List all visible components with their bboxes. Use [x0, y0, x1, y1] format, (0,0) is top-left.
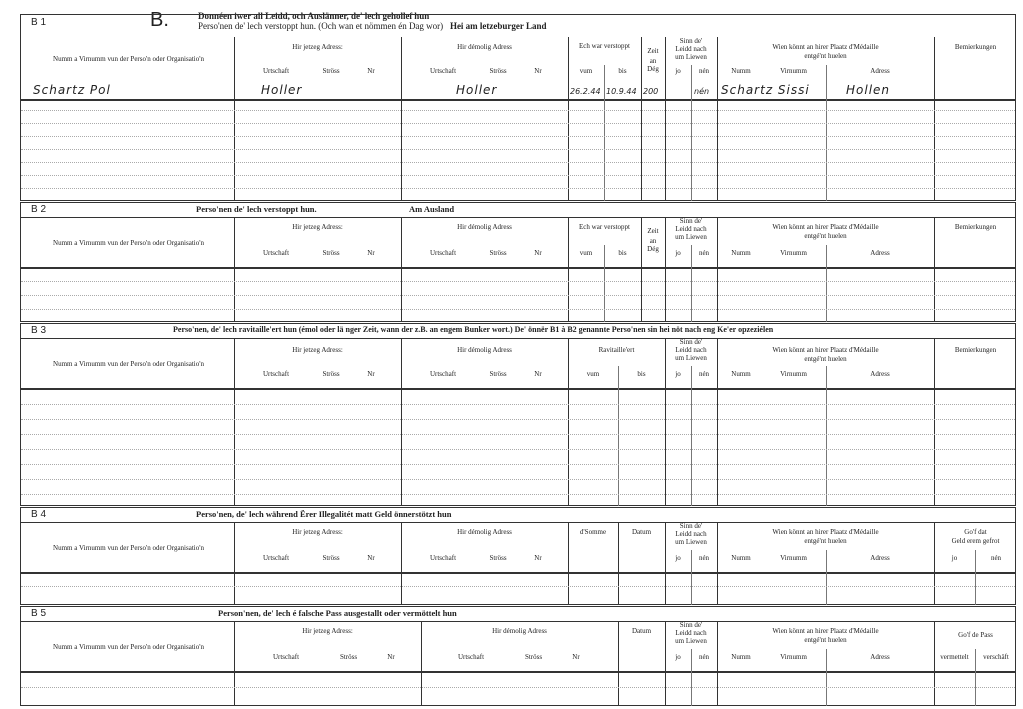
grid-line — [21, 508, 1015, 523]
nen-label: nén — [698, 67, 710, 75]
remarks-header: Bemierkungen — [954, 346, 997, 354]
grid-line — [568, 217, 569, 322]
stross-label: Ströss — [489, 370, 507, 378]
stross-label: Ströss — [339, 653, 358, 661]
jo-label: jo — [675, 67, 681, 75]
jo-label: jo — [675, 249, 681, 257]
grid-line — [21, 123, 1015, 124]
name-column-header: Numm a Virnumm vun der Perso'n oder Organisatio'n — [53, 643, 204, 651]
grid-line — [21, 419, 1015, 420]
ortschaft-label: Urtschaft — [262, 249, 290, 257]
section-b3 — [20, 323, 1016, 506]
grid-line — [21, 136, 1015, 137]
money-returned-header: Go'f dat — [964, 528, 987, 536]
section-code: B 5 — [31, 608, 47, 619]
form-heading: Donnéen iwer all Leidd, och Auslänner, de' lech geholleſ hun — [198, 11, 430, 21]
entry-current-address: Holler — [261, 83, 303, 97]
medal-name-label: Numm — [731, 370, 751, 378]
hidden-header: Ech war verstoppt — [579, 223, 630, 231]
ortschaft-label: Urtschaft — [429, 67, 457, 75]
from-label: vum — [579, 249, 593, 257]
grid-line — [21, 404, 1015, 405]
grid-line — [934, 37, 935, 201]
grid-line — [234, 338, 235, 506]
grid-line — [618, 366, 619, 506]
zeit-label: Zeit — [647, 227, 659, 235]
nr-label: Nr — [367, 67, 375, 75]
grid-line — [21, 586, 1015, 587]
an-label: an — [649, 237, 657, 245]
deg-label: Dég — [647, 65, 659, 73]
former-address-header: Hir démolig Adress — [457, 223, 512, 231]
medal-address-label: Adress — [870, 370, 890, 378]
date-header: Datum — [631, 627, 652, 635]
zeit-label: Zeit — [647, 47, 659, 55]
grid-line — [21, 479, 1015, 480]
from-label: vum — [579, 67, 593, 75]
obtained-label: verschäft — [983, 653, 1009, 661]
pass-header: Go'f de Pass — [958, 631, 993, 639]
grid-line — [401, 37, 402, 201]
current-address-header: Hir jetzeg Adress: — [292, 528, 343, 536]
sinn-label: Sinn de' — [679, 338, 703, 346]
ortschaft-label: Urtschaft — [262, 554, 290, 562]
grid-line — [234, 217, 235, 322]
nr-label: Nr — [572, 653, 580, 661]
section-title: Perso'nen, de' lech während Ërer Illegalitét matt Geld önnerstötzt hun — [196, 509, 452, 519]
section-b5 — [20, 606, 1016, 706]
grid-line — [665, 338, 666, 506]
from-label: vum — [586, 370, 600, 378]
section-title-location: Am Ausland — [409, 204, 455, 214]
section-b1 — [20, 14, 1016, 201]
ortschaft-label: Urtschaft — [457, 653, 485, 661]
section-b2 — [20, 202, 1016, 322]
nr-label: Nr — [367, 370, 375, 378]
medal-address-label: Adress — [870, 249, 890, 257]
sinn-label: Sinn de' — [679, 621, 703, 629]
grid-line — [21, 494, 1015, 495]
grid-line — [604, 65, 605, 201]
medal-header: Wien könnt an hirer Plaatz d'Médaille — [772, 43, 879, 51]
current-address-header: Hir jetzeg Adress: — [302, 627, 353, 635]
grid-line — [691, 65, 692, 201]
nr-label: Nr — [534, 370, 542, 378]
subheading-text: Perso'nen de' lech verstoppt hun. (Och wan et nömmen én Dag wor) — [198, 21, 444, 31]
grid-line — [717, 338, 718, 506]
medal-name-label: Numm — [731, 249, 751, 257]
sinn-label: Sinn de' — [679, 522, 703, 530]
leidd-label: Leidd nach — [675, 530, 707, 538]
grid-line — [717, 37, 718, 201]
current-address-header: Hir jetzeg Adress: — [292, 346, 343, 354]
entry-nen: nén — [694, 87, 710, 96]
sum-header: d'Somme — [579, 528, 607, 536]
medal-name-label: Numm — [731, 67, 751, 75]
sinn-label: Sinn de' — [679, 217, 703, 225]
entry-medal-address: Hollen — [846, 83, 891, 97]
medal-subheader: entgé'nt huelen — [804, 355, 847, 363]
nr-label: Nr — [367, 554, 375, 562]
former-address-header: Hir démolig Adress — [457, 346, 512, 354]
grid-line — [21, 162, 1015, 163]
entry-name: Schartz Pol — [33, 83, 111, 97]
arranged-label: vermettelt — [940, 653, 969, 661]
nr-label: Nr — [367, 249, 375, 257]
leidd-label: Leidd nach — [675, 629, 707, 637]
stross-label: Ströss — [322, 370, 340, 378]
medal-address-label: Adress — [870, 554, 890, 562]
nen-label: nén — [698, 653, 710, 661]
grid-line — [21, 188, 1015, 189]
section-title: Perso'nen de' lech verstoppt hun. — [196, 204, 317, 214]
liewen-label: um Liewen — [675, 354, 707, 362]
leidd-label: Leidd nach — [675, 225, 707, 233]
remarks-header: Bemierkungen — [954, 43, 997, 51]
medal-header: Wien könnt an hirer Plaatz d'Médaille — [772, 223, 879, 231]
name-column-header: Numm a Virnumm vun der Perso'n oder Organisatio'n — [53, 55, 204, 63]
medal-header: Wien könnt an hirer Plaatz d'Médaille — [772, 528, 879, 536]
ortschaft-label: Urtschaft — [272, 653, 300, 661]
leidd-label: Leidd nach — [675, 45, 707, 53]
grid-line — [401, 217, 402, 322]
entry-from-date: 26.2.44 — [570, 87, 601, 96]
jo-label: jo — [675, 554, 681, 562]
former-address-header: Hir démolig Adress — [457, 528, 512, 536]
section-code: B 1 — [31, 17, 47, 28]
grid-line — [568, 338, 569, 506]
section-title: Perso'nen, de' lech ravitaille'ert hun (émol oder lä nger Zeit, wann der z.B. an engem Bunker wort.) De' önnër B1 à B2 genannte Perso'nen sin hei nöt nach eng Ke'er opzeziélen — [173, 325, 774, 334]
jo-label: jo — [951, 554, 958, 562]
stross-label: Ströss — [322, 67, 340, 75]
liewen-label: um Liewen — [675, 637, 707, 645]
hidden-header: Ech war verstoppt — [579, 42, 630, 50]
stross-label: Ströss — [322, 249, 340, 257]
medal-header: Wien könnt an hirer Plaatz d'Médaille — [772, 627, 879, 635]
medal-firstname-label: Virnumm — [780, 554, 807, 562]
current-address-header: Hir jetzeg Adress: — [292, 43, 343, 51]
to-label: bis — [637, 370, 646, 378]
former-address-header: Hir démolig Adress — [492, 627, 547, 635]
medal-name-label: Numm — [731, 653, 751, 661]
liewen-label: um Liewen — [675, 53, 707, 61]
nen-label: nén — [698, 370, 710, 378]
grid-line — [21, 309, 1015, 310]
nen-label: nén — [698, 554, 710, 562]
grid-line — [826, 366, 827, 506]
ortschaft-label: Urtschaft — [262, 370, 290, 378]
section-code: B 2 — [31, 204, 47, 215]
medal-name-label: Numm — [731, 554, 751, 562]
grid-line — [21, 434, 1015, 435]
entry-to-date: 10.9.44 — [606, 87, 637, 96]
nr-label: Nr — [387, 653, 395, 661]
stross-label: Ströss — [489, 554, 507, 562]
subheading-location: Hei am letzeburger Land — [449, 21, 547, 31]
grid-line — [21, 607, 1015, 622]
money-returned-subheader: Geld erem gefrot — [951, 537, 1000, 545]
medal-subheader: entgé'nt huelen — [804, 52, 847, 60]
grid-line — [826, 65, 827, 201]
grid-line — [934, 338, 935, 506]
medal-address-label: Adress — [870, 67, 890, 75]
name-column-header: Numm a Virnumm vun der Perso'n oder Organisatio'n — [53, 544, 204, 552]
to-label: bis — [618, 67, 627, 75]
grid-line — [21, 175, 1015, 176]
grid-line — [401, 338, 402, 506]
grid-line — [21, 449, 1015, 450]
medal-firstname-label: Virnumm — [780, 249, 807, 257]
grid-line — [934, 217, 935, 322]
grid-line — [568, 37, 569, 201]
grid-line — [21, 464, 1015, 465]
section-code: B 3 — [31, 325, 47, 336]
medal-firstname-label: Virnumm — [780, 67, 807, 75]
medal-firstname-label: Virnumm — [780, 653, 807, 661]
nen-label: nén — [698, 249, 710, 257]
grid-line — [665, 37, 666, 201]
section-title: Person'nen, de' lech é falsche Pass ausgestallt oder vermöttelt hun — [218, 608, 457, 618]
stross-label: Ströss — [524, 653, 543, 661]
grid-line — [21, 295, 1015, 296]
jo-label: jo — [675, 370, 681, 378]
stross-label: Ströss — [489, 249, 507, 257]
ravitailleert-header: Ravitaille'ert — [598, 346, 635, 354]
entry-former-address: Holler — [456, 83, 498, 97]
name-column-header: Numm a Virnumm vun der Perso'n oder Organisatio'n — [53, 239, 204, 247]
medal-firstname-label: Virnumm — [780, 370, 807, 378]
date-header: Datum — [631, 528, 652, 536]
an-label: an — [649, 57, 657, 65]
grid-line — [21, 281, 1015, 282]
liewen-label: um Liewen — [675, 538, 707, 546]
liewen-label: um Liewen — [675, 233, 707, 241]
jo-label: jo — [675, 653, 681, 661]
remarks-header: Bemierkungen — [954, 223, 997, 231]
nr-label: Nr — [534, 554, 542, 562]
nr-label: Nr — [534, 249, 542, 257]
ortschaft-label: Urtschaft — [429, 370, 457, 378]
grid-line — [21, 203, 1015, 218]
entry-medal-name: Schartz Sissi — [721, 83, 810, 97]
ortschaft-label: Urtschaft — [429, 249, 457, 257]
section-b4 — [20, 507, 1016, 605]
ortschaft-label: Urtschaft — [429, 554, 457, 562]
nen-label: nén — [990, 554, 1002, 562]
grid-line — [21, 687, 1015, 688]
to-label: bis — [618, 249, 627, 257]
grid-line — [21, 149, 1015, 150]
stross-label: Ströss — [322, 554, 340, 562]
medal-subheader: entgé'nt huelen — [804, 636, 847, 644]
nr-label: Nr — [534, 67, 542, 75]
medal-header: Wien könnt an hirer Plaatz d'Médaille — [772, 346, 879, 354]
medal-subheader: entgé'nt huelen — [804, 537, 847, 545]
sinn-label: Sinn de' — [679, 37, 703, 45]
grid-line — [234, 37, 235, 201]
form-letter: B. — [150, 9, 169, 31]
grid-line — [691, 366, 692, 506]
medal-address-label: Adress — [870, 653, 890, 661]
name-column-header: Numm a Virnumm vun der Perso'n oder Organisatio'n — [53, 360, 204, 368]
deg-label: Dég — [647, 245, 659, 253]
section-code: B 4 — [31, 509, 47, 520]
entry-days: 200 — [643, 87, 659, 96]
current-address-header: Hir jetzeg Adress: — [292, 223, 343, 231]
medal-subheader: entgé'nt huelen — [804, 232, 847, 240]
ortschaft-label: Urtschaft — [262, 67, 290, 75]
former-address-header: Hir démolig Adress — [457, 43, 512, 51]
stross-label: Ströss — [489, 67, 507, 75]
leidd-label: Leidd nach — [675, 346, 707, 354]
grid-line — [21, 110, 1015, 111]
